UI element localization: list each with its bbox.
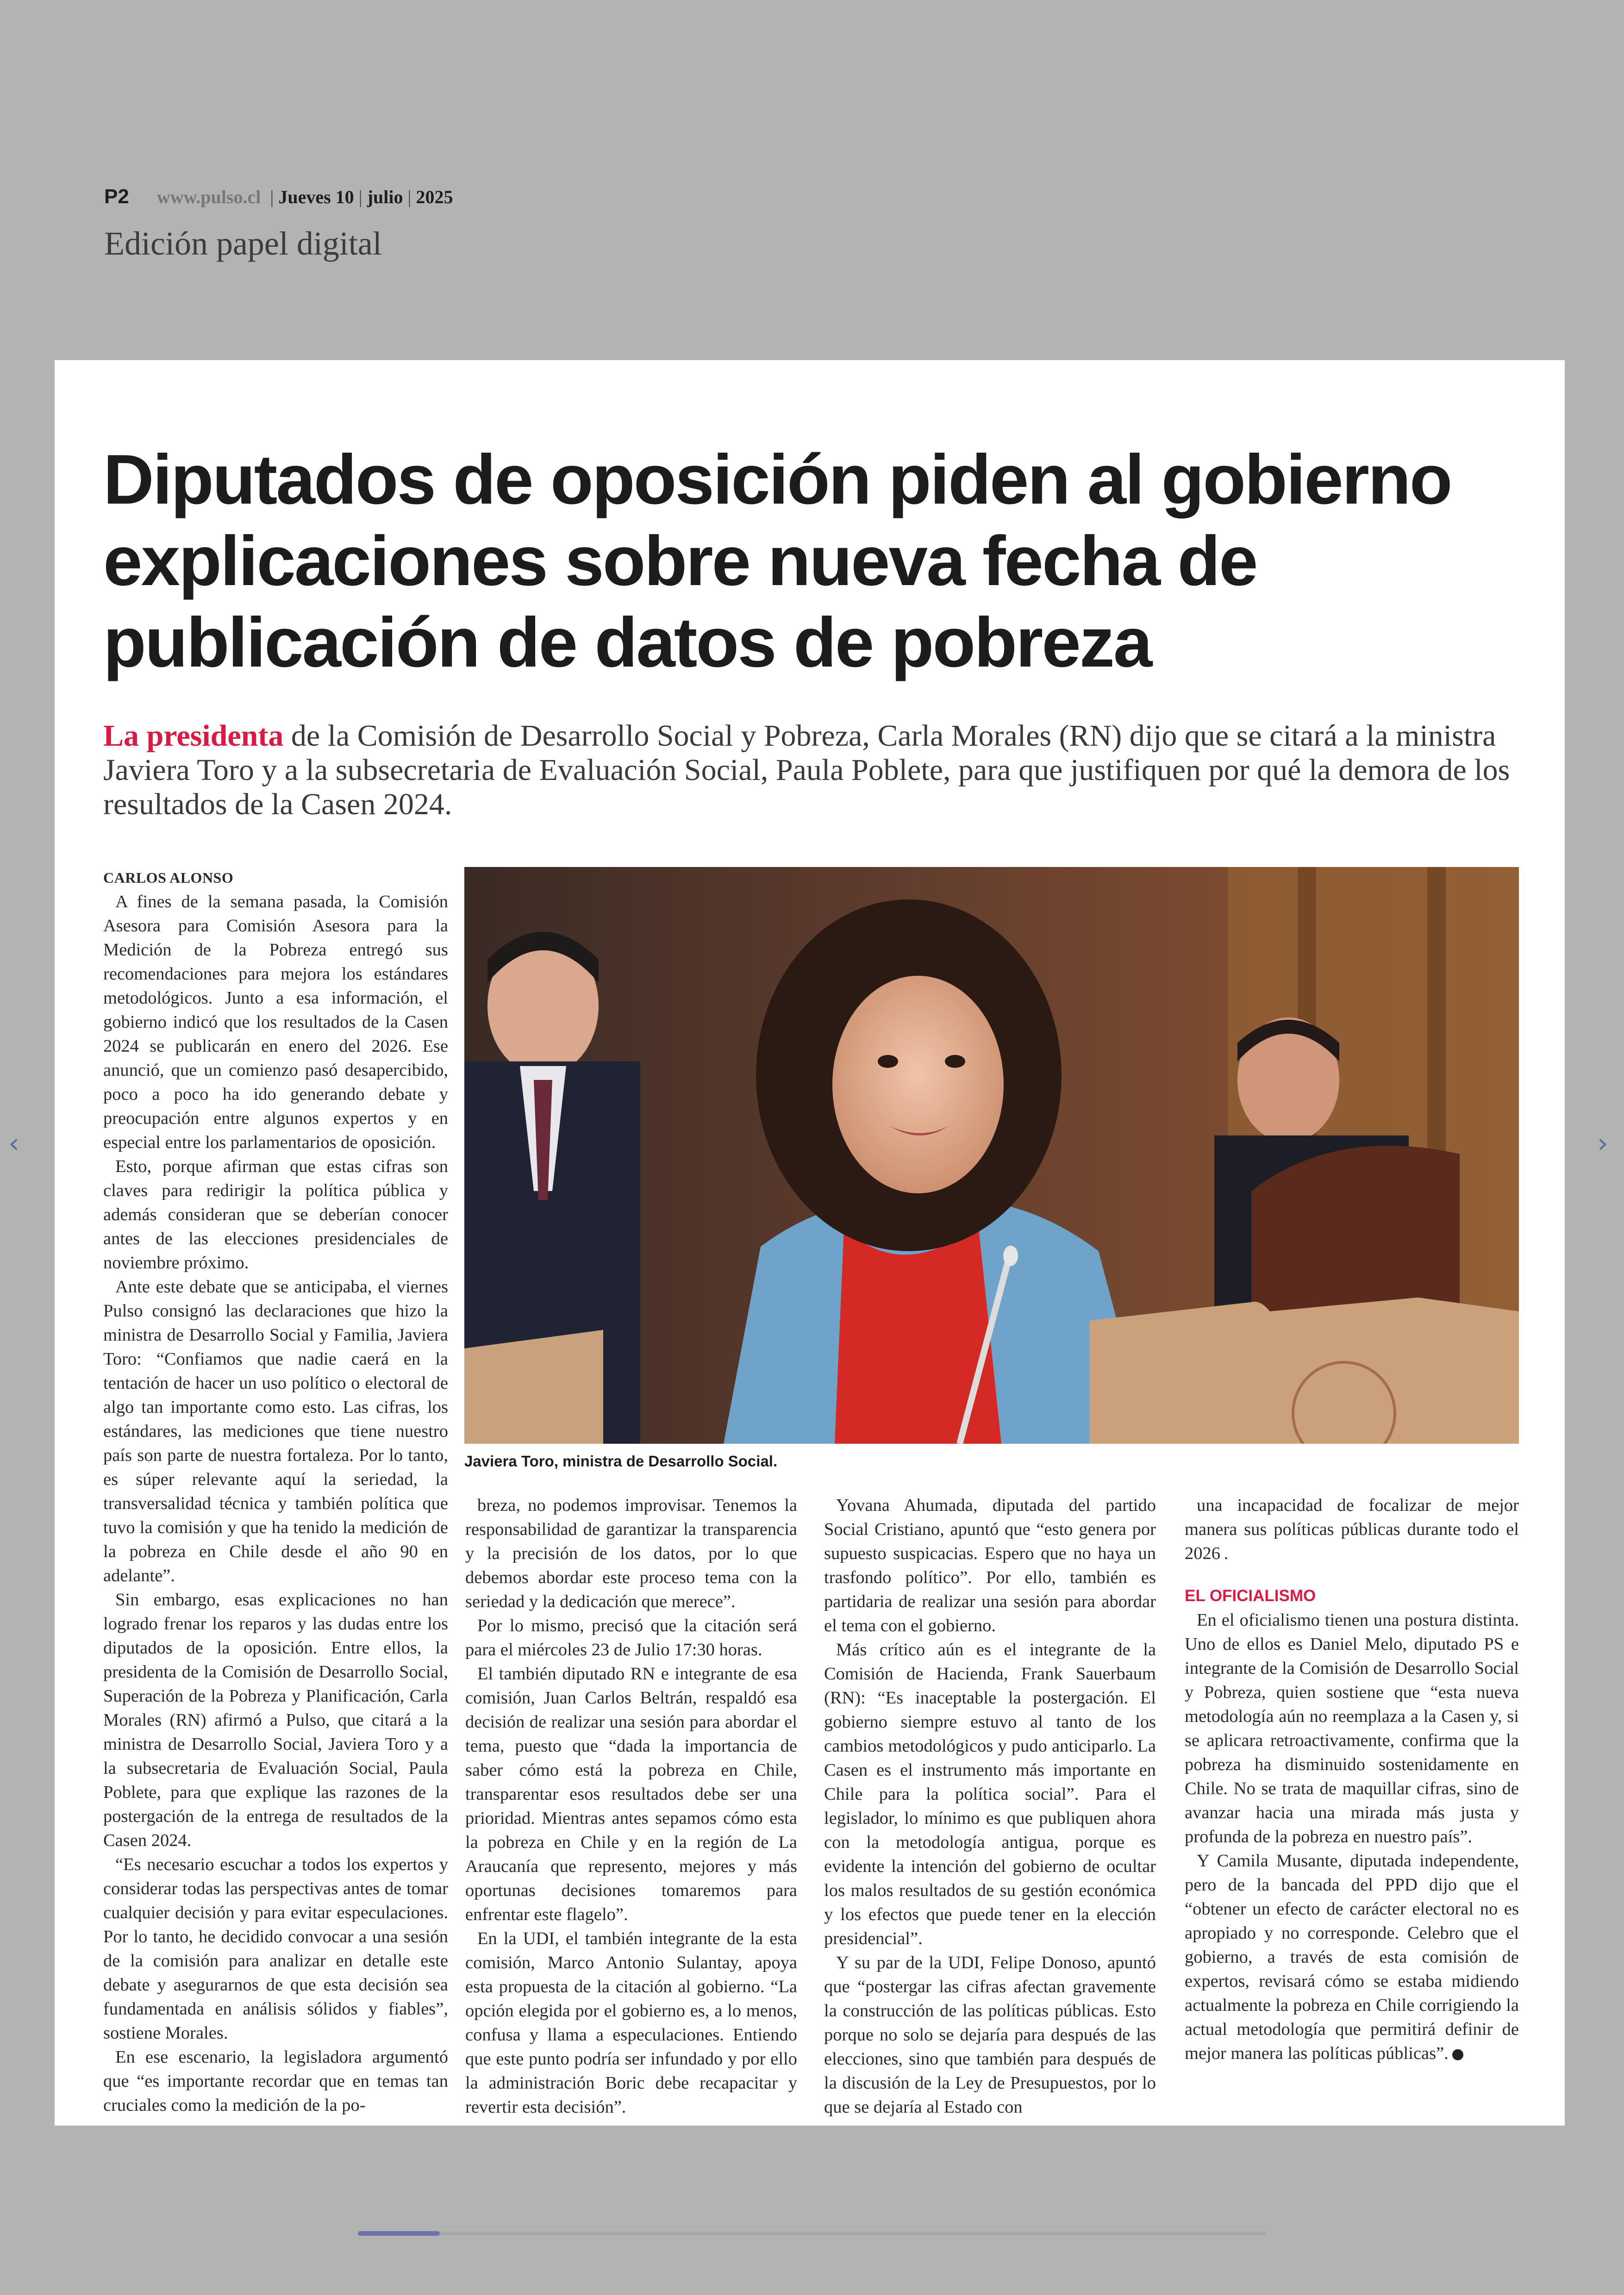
article-photo bbox=[464, 867, 1519, 1444]
date-month: julio bbox=[367, 187, 403, 207]
progress-indicator[interactable] bbox=[358, 2231, 440, 2236]
separator: | bbox=[358, 187, 362, 207]
end-of-article-icon bbox=[1452, 2049, 1463, 2060]
article-paragraph: Ante este debate que se anticipaba, el viernes Pulso consignó las declaraciones que hizo la ministra de Desarrollo Social y Familia, Javiera Toro: “Confiamos que nadie caerá en la tentación de hacer un uso político o electoral de algo tan importante como esto. Las cifras, los estándares, las mediciones que tiene nuestro país son parte de nuestra fortaleza. Por lo tanto, es súper relevante aquí la seriedad, la transversalidad técnica y también política que tuvo la comisión y que ha tenido la medición de la pobreza en Chile desde el año 90 en adelante”. bbox=[103, 1277, 448, 1585]
article-paragraph: Y Camila Musante, diputada independente, pero de la bancada del PPD dijo que el “obtener un efecto de carácter electoral no es apropiado y no corresponde. Celebro que el gobierno, a través de esta comisión de expertos, revisará cómo se estaba midiendo actualmente la pobreza en Chile corrigiendo la actual metodología que permitirá definir de mejor manera las políticas públicas”. bbox=[1185, 1851, 1519, 2063]
article-paragraph: En ese escenario, la legisladora argumentó que “es importante recordar que en temas tan cruciales como la medición de la po- bbox=[103, 2047, 448, 2115]
page-number: P2 bbox=[104, 185, 129, 208]
article-paragraph: En el oficialismo tienen una postura distinta. Uno de ellos es Daniel Melo, diputado PS e integrante de la Comisión de Desarrollo Social y Pobreza, quien sostiene que “esta nueva metodología aún no reemplaza a la Casen y, si se aplicara retroactivamente, confirma que la pobreza ha disminuido sostenidamente en Chile. No se trata de maquillar cifras, sino de avanzar hacia una mirada más justa y profunda de la pobreza en nuestro país”. bbox=[1185, 1610, 1519, 1846]
newspaper-page bbox=[55, 360, 1565, 2126]
article-paragraph: Sin embargo, esas explicaciones no han logrado frenar los reparos y las dudas entre los diputados de la oposición. Entre ellos, la presidenta de la Comisión de Desarrollo Social, Superación de la Pobreza y Planificación, Carla Morales (RN) afirmó a Pulso, que citará a la ministra de Desarrollo Social, Javiera Toro y a la subsecretaria de Evaluación Social, Paula Poblete, para que explique las razones de la postergación de la entrega de resultados de la Casen 2024. bbox=[103, 1590, 448, 1850]
byline: CARLOS ALONSO bbox=[103, 869, 234, 886]
article-column-1 bbox=[103, 866, 448, 2117]
separator: | bbox=[270, 187, 274, 207]
article-paragraph: El también diputado RN e integrante de esa comisión, Juan Carlos Beltrán, respaldó esa decisión de realizar una sesión para abordar el tema, puesto que “dada la importancia de saber cómo está la pobreza en Chile, transparentar esos resultados debe ser una prioridad. Mientras antes sepamos cómo esta la pobreza en Chile y en la región de La Araucanía que represento, mejores y más oportunas decisiones tomaremos para enfrentar este flagelo”. bbox=[465, 1664, 797, 1924]
article-paragraph: breza, no podemos improvisar. Tenemos la responsabilidad de garantizar la transparencia y la precisión de los datos, por lo que debemos abordar este proceso tema con la seriedad y la dedicación que merece”. bbox=[465, 1496, 797, 1611]
lead-text: de la Comisión de Desarrollo Social y Pobreza, Carla Morales (RN) dijo que se citará a la ministra Javiera Toro y a la subsecretaria de Evaluación Social, Paula Poblete, para que justifiquen por qué la demora de los resultados de la Casen 2024. bbox=[103, 719, 1510, 821]
article-paragraph: una incapacidad de focalizar de mejor manera sus políticas públicas durante todo el 2026 . bbox=[1185, 1496, 1519, 1563]
article-paragraph: Y su par de la UDI, Felipe Donoso, apuntó que “postergar las cifras afectan gravemente la construcción de las políticas públicas. Esto porque no solo se dejaría para después de las elecciones, sino que también para después de la discusión de la Ley de Presupuestos, por lo que se dejaría al Estado con bbox=[824, 1953, 1156, 2117]
chevron-left-icon[interactable]: ‹ bbox=[8, 1127, 19, 1160]
article-paragraph: Más crítico aún es el integrante de la Comisión de Hacienda, Frank Sauerbaum (RN): “Es inaceptable la postergación. El gobierno siempre estuvo al tanto de los cambios metodológicos y pudo anticiparlo. La Casen es el instrumento más importante en Chile para la política social”. Para el legislador, lo mínimo es que publiquen ahora con la metodología antigua, porque es evidente la intención del gobierno de ocultar los malos resultados de su gestión económica y los efectos que puede tener en la elección presidencial”. bbox=[824, 1640, 1156, 1948]
separator: | bbox=[407, 187, 412, 207]
article-column-3 bbox=[824, 1493, 1156, 2119]
article-column-4 bbox=[1185, 1493, 1519, 2065]
article-headline: Diputados de oposición piden al gobierno explicaciones sobre nueva fecha de publicación de datos de pobreza bbox=[103, 440, 1451, 682]
article-paragraph: En la UDI, el también integrante de la esta comisión, Marco Antonio Sulantay, apoya esta propuesta de la citación al gobierno. “La opción elegida por el gobierno es, a lo menos, confusa y llama a especulaciones. Entiendo que este punto podría ser infundado y por ello la administración Boric debe recapacitar y revertir esta decisión”. bbox=[465, 1929, 797, 2117]
lead-kicker: La presidenta bbox=[103, 719, 284, 753]
photo-caption: Javiera Toro, ministra de Desarrollo Social. bbox=[464, 1453, 778, 1470]
article-paragraph: Esto, porque afirman que estas cifras son claves para redirigir la política pública y además consideran que se deberían conocer antes de las elecciones presidenciales de noviembre próximo. bbox=[103, 1157, 448, 1272]
article-paragraph: A fines de la semana pasada, la Comisión Asesora para Comisión Asesora para la Medición de la Pobreza entregó sus recomendaciones para mejora los estándares metodológicos. Junto a esa información, el gobierno indicó que los resultados de la Casen 2024 se publicarán en enero del 2026. Ese anunció, que un comienzo pasó desapercibido, poco a poco ha ido generando debate y preocupación entre algunos expertos y en especial entre los parlamentarios de oposición. bbox=[103, 892, 448, 1152]
page-progress-bar[interactable] bbox=[358, 2232, 1266, 2235]
article-lead bbox=[103, 719, 1515, 822]
page-header bbox=[104, 185, 453, 208]
edition-label: Edición papel digital bbox=[104, 225, 382, 262]
section-subheading: EL OFICIALISMO bbox=[1185, 1587, 1316, 1605]
article-paragraph: Por lo mismo, precisó que la citación será para el miércoles 23 de Julio 17:30 horas. bbox=[465, 1616, 797, 1659]
article-column-2 bbox=[465, 1493, 797, 2119]
date-year: 2025 bbox=[416, 187, 453, 207]
site-url[interactable]: www.pulso.cl bbox=[156, 187, 261, 207]
chevron-right-icon[interactable]: › bbox=[1597, 1127, 1608, 1160]
article-paragraph: Yovana Ahumada, diputada del partido Social Cristiano, apuntó que “esto genera por supuesto suspicacias. Espero que no haya un trasfondo político”. Por ello, también es partidaria de realizar una sesión para abordar el tema con el gobierno. bbox=[824, 1496, 1156, 1635]
date-day: Jueves 10 bbox=[278, 187, 354, 207]
photo-illustration bbox=[464, 867, 1519, 1444]
article-paragraph: “Es necesario escuchar a todos los expertos y considerar todas las perspectivas antes de tomar cualquier decisión y para evitar especulaciones. Por lo tanto, he decidido convocar a una sesión de la comisión para analizar en detalle este debate y asegurarnos de que esta decisión sea fundamentada en análisis sólidos y fiables”, sostiene Morales. bbox=[103, 1855, 448, 2043]
